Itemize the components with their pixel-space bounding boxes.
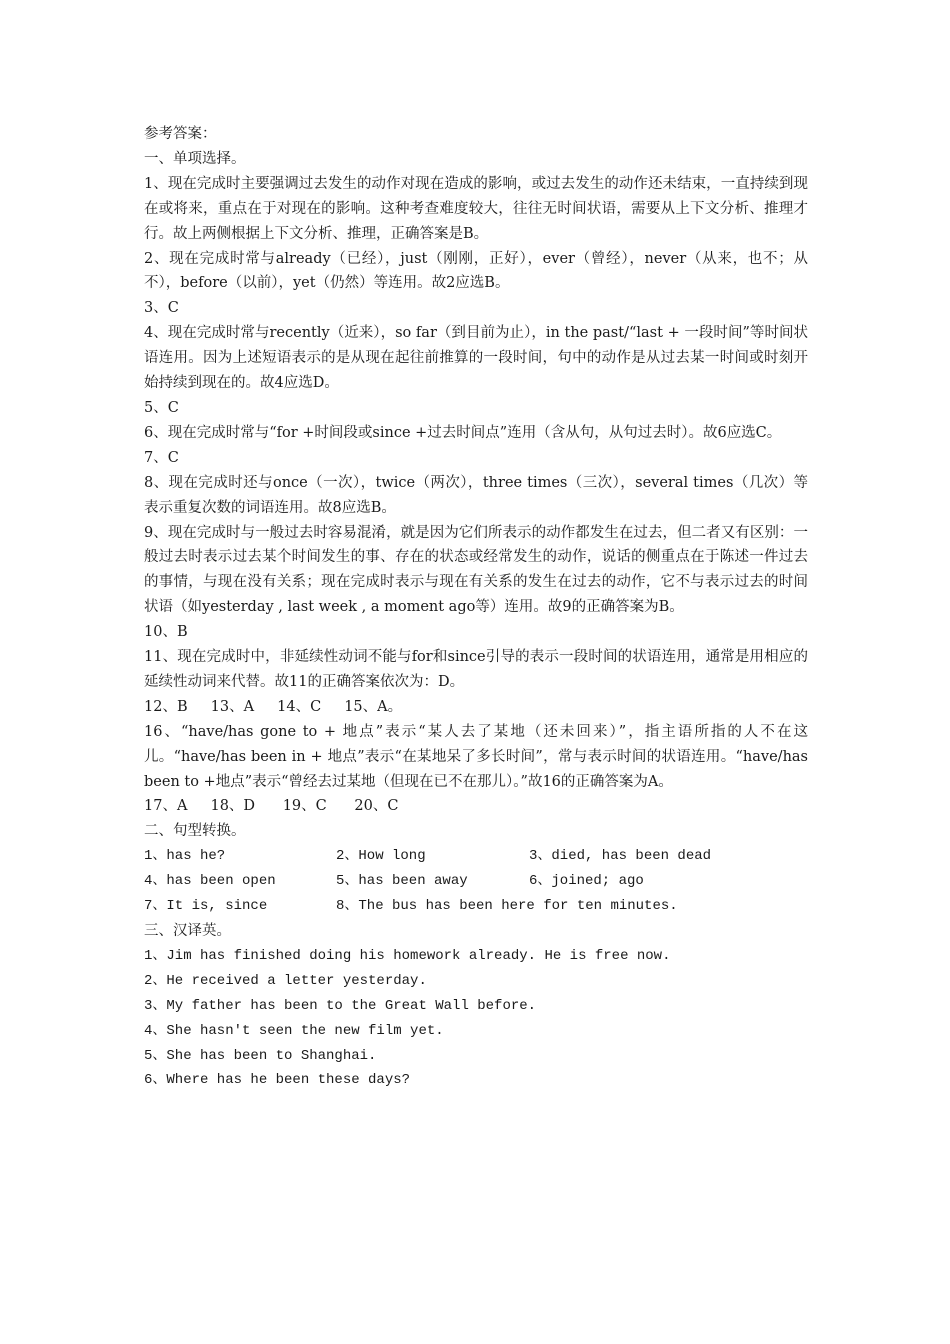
answer-row [144,869,808,894]
answer-item: 5、She has been to Shanghai. [144,1047,377,1064]
answer-item: 2、He received a letter yesterday. [144,972,427,989]
answer-cell: 6、joined; ago [529,873,644,890]
answer-item: 17、A 18、D 19、C 20、C [144,798,399,815]
answer-item: 6、现在完成时常与“for +时间段或since +过去时间点”连用（含从句，从句过去时）。故6应选C。 [144,424,782,441]
answer-row [144,894,808,919]
answer-item: 3、My father has been to the Great Wall before. [144,997,537,1014]
answer-item: 3、C [144,300,179,317]
answer-item: 6、Where has he been these days? [144,1072,411,1089]
answer-item: 4、现在完成时常与recently（近来），so far（到目前为止），in the past/“last + 一段时间”等时间状语连用。因为上述短语表示的是从现在起往前推算的一段时间，句中的动作是从过去某一时间或时刻开始持续到现在的。故4应选D。 [144,325,808,392]
answer-cell: 7、It is, since [144,898,268,915]
section-heading: 二、句型转换。 [144,823,246,840]
answer-item: 1、Jim has finished doing his homework already. He is free now. [144,947,671,964]
answer-item: 8、现在完成时还与once（一次），twice（两次），three times（三次），several times（几次）等表示重复次数的词语连用。故8应选B。 [144,474,808,516]
answer-cell: 4、has been open [144,873,276,890]
answer-row [144,844,808,869]
answer-item: 2、现在完成时常与already（已经），just（刚刚，正好），ever（曾经），never（从来，也不；从不），before（以前），yet（仍然）等连用。故2应选B。 [144,250,808,292]
answer-item: 10、B [144,624,188,641]
answer-item: 16、“have/has gone to + 地点”表示“某人去了某地（还未回来）”，指主语所指的人不在这儿。“have/has been in + 地点”表示“在某地呆了多长时间”，常与表示时间的状语连用。“have/has been to +地点”表示“曾经去过某地（但现在已不在那儿）。”故16的正确答案为A。 [144,723,808,790]
answer-item: 5、C [144,399,179,416]
answer-item: 12、B 13、A 14、C 15、A。 [144,698,403,715]
section-heading: 三、汉译英。 [144,923,231,939]
document-title: 参考答案： [144,126,217,142]
answer-cell: 1、has he? [144,848,226,865]
answer-item: 4、She hasn't seen the new film yet. [144,1022,444,1039]
answer-cell [529,894,729,919]
answer-item: 1、现在完成时主要强调过去发生的动作对现在造成的影响，或过去发生的动作还未结束，一直持续到现在或将来，重点在于对现在的影响。这种考查难度较大，往往无时间状语，需要从上下文分析、推理才行。故上两侧根据上下文分析、推理，正确答案是B。 [144,175,808,242]
answer-cell: 8、The bus has been here for ten minutes. [336,898,678,915]
answer-item: 9、现在完成时与一般过去时容易混淆，就是因为它们所表示的动作都发生在过去，但二者又有区别：一般过去时表示过去某个时间发生的事、存在的状态或经常发生的动作，说话的侧重点在于陈述一件过去的事情，与现在没有关系；现在完成时表示与现在有关系的发生在过去的动作，它不与表示过去的时间状语（如yesterday , last week , a moment ago等）连用。故9的正确答案为B。 [144,524,808,616]
answer-cell: 3、died, has been dead [529,848,712,865]
answer-cell: 5、has been away [336,873,468,890]
answer-key-document [144,122,808,1093]
section-heading: 一、单项选择。 [144,150,246,167]
answer-cell: 2、How long [336,848,426,865]
answer-item: 7、C [144,449,179,466]
answer-item: 11、现在完成时中，非延续性动词不能与for和since引导的表示一段时间的状语连用，通常是用相应的延续性动词来代替。故11的正确答案依次为：D。 [144,649,808,690]
